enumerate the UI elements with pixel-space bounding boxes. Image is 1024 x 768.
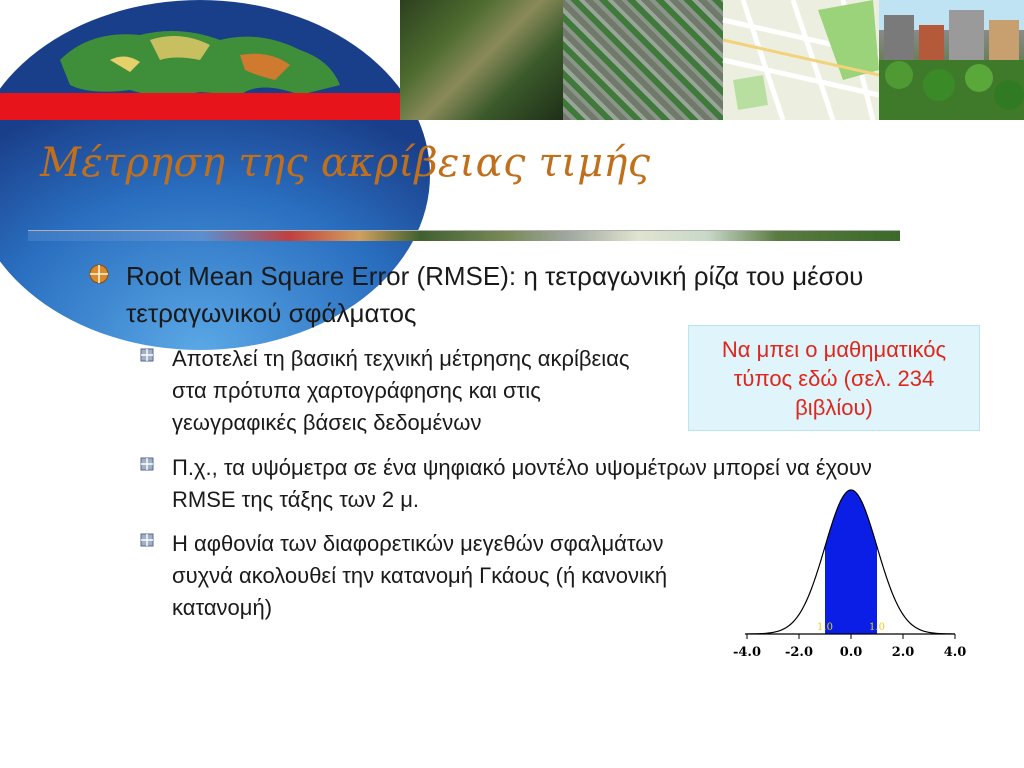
satellite-image	[400, 0, 563, 120]
normal-distribution-chart	[725, 482, 967, 667]
square-bullet-icon	[140, 348, 154, 362]
x-tick-label: 0.0	[839, 645, 863, 660]
slide-title: Μέτρηση της ακρίβειας τιμής	[40, 140, 651, 186]
main-bullet-text: Root Mean Square Error (RMSE): η τετραγωνική ρίζα του μέσου τετραγωνικού σφάλματος	[126, 261, 864, 328]
city-3d-graphic	[879, 0, 1024, 120]
x-tick-label: -2.0	[784, 645, 814, 660]
x-tick-label: 2.0	[891, 645, 915, 660]
title-divider-strip	[28, 230, 900, 241]
x-axis-ticks	[747, 634, 955, 639]
sub-bullet-text: Π.χ., τα υψόμετρα σε ένα ψηφιακό μοντέλο υψομέτρων μπορεί να έχουν RMSE της τάξης των 2 μ.	[172, 455, 872, 512]
x-axis-tick-labels	[733, 645, 966, 660]
globe-graphic	[0, 0, 400, 120]
shaded-bound-label: 1.0	[817, 622, 833, 633]
x-tick-label: 4.0	[943, 645, 967, 660]
shaded-area	[825, 490, 877, 634]
street-map-image	[723, 0, 879, 120]
globe-bullet-icon	[88, 263, 110, 285]
aerial-photo-image	[563, 0, 723, 120]
sub-bullet-text: Αποτελεί τη βασική τεχνική μέτρησης ακρίβειας στα πρότυπα χαρτογράφησης και στις γεωγραφικές βάσεις δεδομένων	[172, 346, 630, 435]
city-3d-image	[879, 0, 1024, 120]
globe-image	[0, 0, 400, 120]
sub-bullet-text: Η αφθονία των διαφορετικών μεγεθών σφαλμάτων συχνά ακολουθεί την κατανομή Γκάους (ή κανονική κατανομή)	[172, 531, 668, 620]
street-map-graphic	[723, 0, 879, 120]
formula-placeholder-note: Να μπει ο μαθηματικός τύπος εδώ (σελ. 234 βιβλίου)	[688, 325, 980, 431]
square-bullet-icon	[140, 457, 154, 471]
square-bullet-icon	[140, 533, 154, 547]
x-tick-label: -4.0	[732, 645, 762, 660]
shaded-bound-label: 1.0	[869, 622, 885, 633]
header-banner	[0, 0, 1024, 120]
